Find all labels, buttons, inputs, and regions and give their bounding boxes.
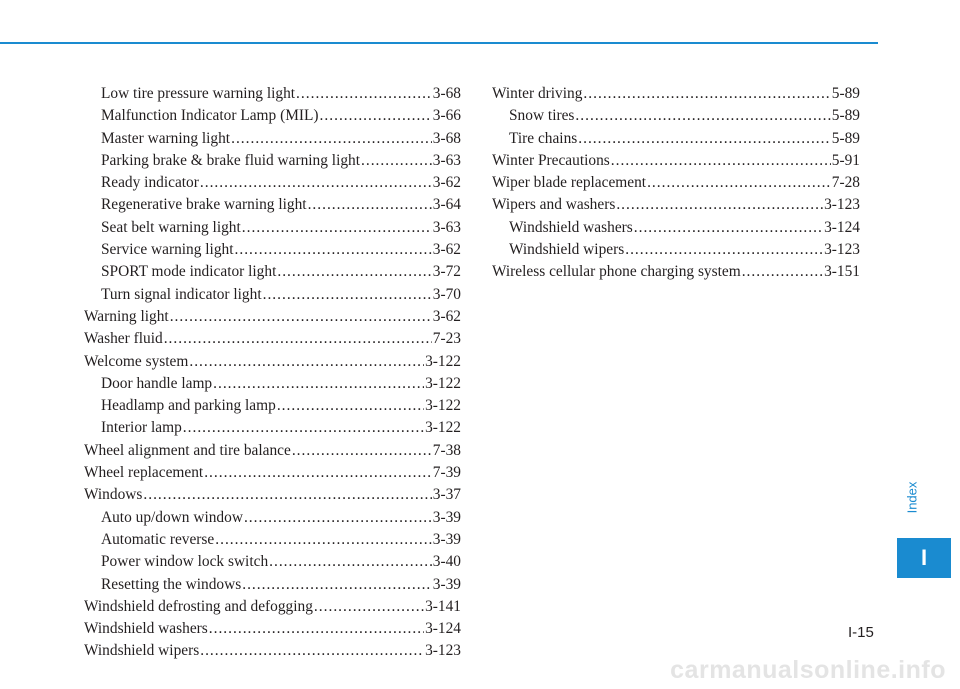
entry-label: Tire chains: [509, 129, 578, 147]
index-entry[interactable]: [492, 172, 860, 194]
index-entry[interactable]: [84, 640, 461, 662]
entry-page-ref[interactable]: 3-124: [824, 218, 860, 236]
entry-page-ref[interactable]: 7-38: [432, 441, 461, 459]
dot-leader: [164, 328, 432, 350]
entry-page-ref[interactable]: 3-124: [425, 620, 461, 638]
dot-leader: [204, 462, 432, 484]
entry-label: Warning light: [84, 307, 169, 325]
index-entry[interactable]: [84, 351, 461, 373]
dot-leader: [647, 172, 831, 194]
index-subentry[interactable]: [84, 150, 461, 172]
entry-label: Windows: [84, 486, 143, 504]
section-tab[interactable]: [897, 538, 951, 578]
entry-page-ref[interactable]: 7-39: [432, 464, 461, 482]
entry-page-ref[interactable]: 3-122: [425, 374, 461, 392]
entry-page-ref[interactable]: 3-64: [432, 196, 461, 214]
entry-page-ref[interactable]: 5-89: [831, 107, 860, 125]
dot-leader: [578, 128, 831, 150]
dot-leader: [170, 306, 432, 328]
entry-label: Wireless cellular phone charging system: [492, 263, 741, 281]
index-column-left: [84, 83, 461, 663]
entry-page-ref[interactable]: 3-68: [432, 129, 461, 147]
index-entry[interactable]: [492, 150, 860, 172]
entry-page-ref[interactable]: 3-62: [432, 241, 461, 259]
dot-leader: [244, 507, 432, 529]
section-tab-letter: I: [920, 545, 928, 570]
index-subentry[interactable]: [84, 551, 461, 573]
entry-page-ref[interactable]: 3-66: [432, 107, 461, 125]
dot-leader: [242, 217, 432, 239]
entry-label: Auto up/down window: [101, 508, 243, 526]
index-entry[interactable]: [84, 618, 461, 640]
entry-label: Wheel alignment and tire balance: [84, 441, 291, 459]
dot-leader: [215, 529, 432, 551]
entry-page-ref[interactable]: 7-28: [831, 174, 860, 192]
entry-page-ref[interactable]: 3-39: [432, 508, 461, 526]
index-subentry[interactable]: [84, 417, 461, 439]
dot-leader: [616, 194, 823, 216]
entry-label: Automatic reverse: [101, 530, 215, 548]
index-subentry[interactable]: [84, 105, 461, 127]
entry-label: Service warning light: [101, 241, 234, 259]
entry-label: Windshield wipers: [509, 241, 625, 259]
entry-page-ref[interactable]: 3-63: [432, 151, 461, 169]
dot-leader: [308, 194, 432, 216]
dot-leader: [583, 83, 830, 105]
dot-leader: [634, 217, 823, 239]
entry-label: Welcome system: [84, 352, 189, 370]
index-subentry[interactable]: [84, 574, 461, 596]
entry-label: Turn signal indicator light: [101, 285, 262, 303]
index-entry[interactable]: [84, 328, 461, 350]
entry-page-ref[interactable]: 3-151: [824, 263, 860, 281]
index-subentry[interactable]: [84, 128, 461, 150]
entry-page-ref[interactable]: 3-122: [425, 397, 461, 415]
entry-label: Interior lamp: [101, 419, 182, 437]
index-subentry[interactable]: [84, 284, 461, 306]
entry-page-ref[interactable]: 3-68: [432, 85, 461, 102]
index-subentry[interactable]: [84, 395, 461, 417]
entry-label: Wipers and washers: [492, 196, 616, 214]
entry-page-ref[interactable]: 3-123: [425, 642, 461, 660]
dot-leader: [625, 239, 823, 261]
index-subentry[interactable]: [84, 239, 461, 261]
index-entry[interactable]: [492, 261, 860, 283]
entry-label: Windshield wipers: [84, 642, 200, 660]
dot-leader: [269, 551, 432, 573]
index-entry[interactable]: [84, 484, 461, 506]
index-subentry[interactable]: [84, 261, 461, 283]
entry-page-ref[interactable]: 3-40: [432, 553, 461, 571]
entry-label: Ready indicator: [101, 174, 199, 192]
entry-label: Windshield defrosting and defogging: [84, 597, 313, 615]
section-label-text: Index: [904, 481, 920, 513]
dot-leader: [183, 417, 424, 439]
dot-leader: [277, 395, 424, 417]
dot-leader: [189, 351, 424, 373]
index-entry[interactable]: [84, 596, 461, 618]
entry-label: Winter Precautions: [492, 151, 610, 169]
entry-page-ref[interactable]: 3-62: [432, 174, 461, 192]
dot-leader: [200, 640, 424, 662]
index-subentry[interactable]: [492, 217, 860, 239]
index-subentry[interactable]: [84, 194, 461, 216]
dot-leader: [231, 128, 432, 150]
entry-label: Regenerative brake warning light: [101, 196, 307, 214]
dot-leader: [263, 284, 432, 306]
dot-leader: [213, 373, 424, 395]
dot-leader: [742, 261, 823, 283]
header-rule: [0, 42, 878, 44]
entry-page-ref[interactable]: 5-89: [831, 85, 860, 102]
entry-label: Wheel replacement: [84, 464, 204, 482]
index-subentry[interactable]: [84, 507, 461, 529]
index-subentry[interactable]: [84, 529, 461, 551]
index-subentry[interactable]: [492, 239, 860, 261]
entry-page-ref[interactable]: 3-123: [824, 196, 860, 214]
entry-page-ref[interactable]: 3-62: [432, 307, 461, 325]
entry-page-ref[interactable]: 3-122: [425, 419, 461, 437]
watermark: carmanualsonline.info: [670, 656, 946, 684]
entry-page-ref[interactable]: 3-39: [432, 530, 461, 548]
entry-label: Parking brake & brake fluid warning light: [101, 151, 361, 169]
dot-leader: [296, 83, 432, 105]
dot-leader: [314, 596, 424, 618]
index-subentry[interactable]: [492, 128, 860, 150]
entry-label: Door handle lamp: [101, 374, 213, 392]
dot-leader: [277, 261, 431, 283]
entry-page-ref[interactable]: 7-23: [432, 330, 461, 348]
dot-leader: [575, 105, 830, 127]
dot-leader: [209, 618, 424, 640]
entry-label: Wiper blade replacement: [492, 174, 647, 192]
entry-label: Low tire pressure warning light: [101, 85, 296, 102]
dot-leader: [320, 105, 432, 127]
dot-leader: [235, 239, 432, 261]
index-subentry[interactable]: [84, 172, 461, 194]
entry-label: Windshield washers: [509, 218, 633, 236]
entry-label: Master warning light: [101, 129, 231, 147]
index-subentry[interactable]: [84, 83, 461, 105]
entry-label: Seat belt warning light: [101, 218, 241, 236]
entry-page-ref[interactable]: 3-70: [432, 285, 461, 303]
index-subentry[interactable]: [492, 105, 860, 127]
entry-page-ref[interactable]: 3-37: [432, 486, 461, 504]
entry-page-ref[interactable]: 3-72: [432, 263, 461, 281]
dot-leader: [361, 150, 432, 172]
index-subentry[interactable]: [84, 217, 461, 239]
entry-page-ref[interactable]: 3-141: [425, 597, 461, 615]
entry-page-ref[interactable]: 3-122: [425, 352, 461, 370]
index-entry[interactable]: [84, 462, 461, 484]
entry-label: Malfunction Indicator Lamp (MIL): [101, 107, 319, 125]
entry-label: Snow tires: [509, 107, 575, 125]
entry-label: Headlamp and parking lamp: [101, 397, 276, 415]
entry-page-ref[interactable]: 3-123: [824, 241, 860, 259]
dot-leader: [242, 574, 432, 596]
entry-page-ref[interactable]: 5-89: [831, 129, 860, 147]
entry-page-ref[interactable]: 3-63: [432, 218, 461, 236]
dot-leader: [200, 172, 432, 194]
index-column-right: [492, 83, 860, 284]
index-entry[interactable]: [84, 440, 461, 462]
entry-page-ref[interactable]: 5-91: [831, 151, 860, 169]
section-label: [897, 462, 927, 532]
page-number: I-15: [848, 624, 874, 641]
dot-leader: [292, 440, 432, 462]
entry-label: SPORT mode indicator light: [101, 263, 277, 281]
entry-label: Resetting the windows: [101, 575, 242, 593]
entry-page-ref[interactable]: 3-39: [432, 575, 461, 593]
index-entry[interactable]: [492, 83, 860, 105]
entry-label: Power window lock switch: [101, 553, 269, 571]
index-entry[interactable]: [492, 194, 860, 216]
entry-label: Washer fluid: [84, 330, 163, 348]
dot-leader: [611, 150, 831, 172]
entry-label: Winter driving: [492, 85, 583, 102]
entry-label: Windshield washers: [84, 620, 208, 638]
index-subentry[interactable]: [84, 373, 461, 395]
dot-leader: [143, 484, 431, 506]
index-entry[interactable]: [84, 306, 461, 328]
